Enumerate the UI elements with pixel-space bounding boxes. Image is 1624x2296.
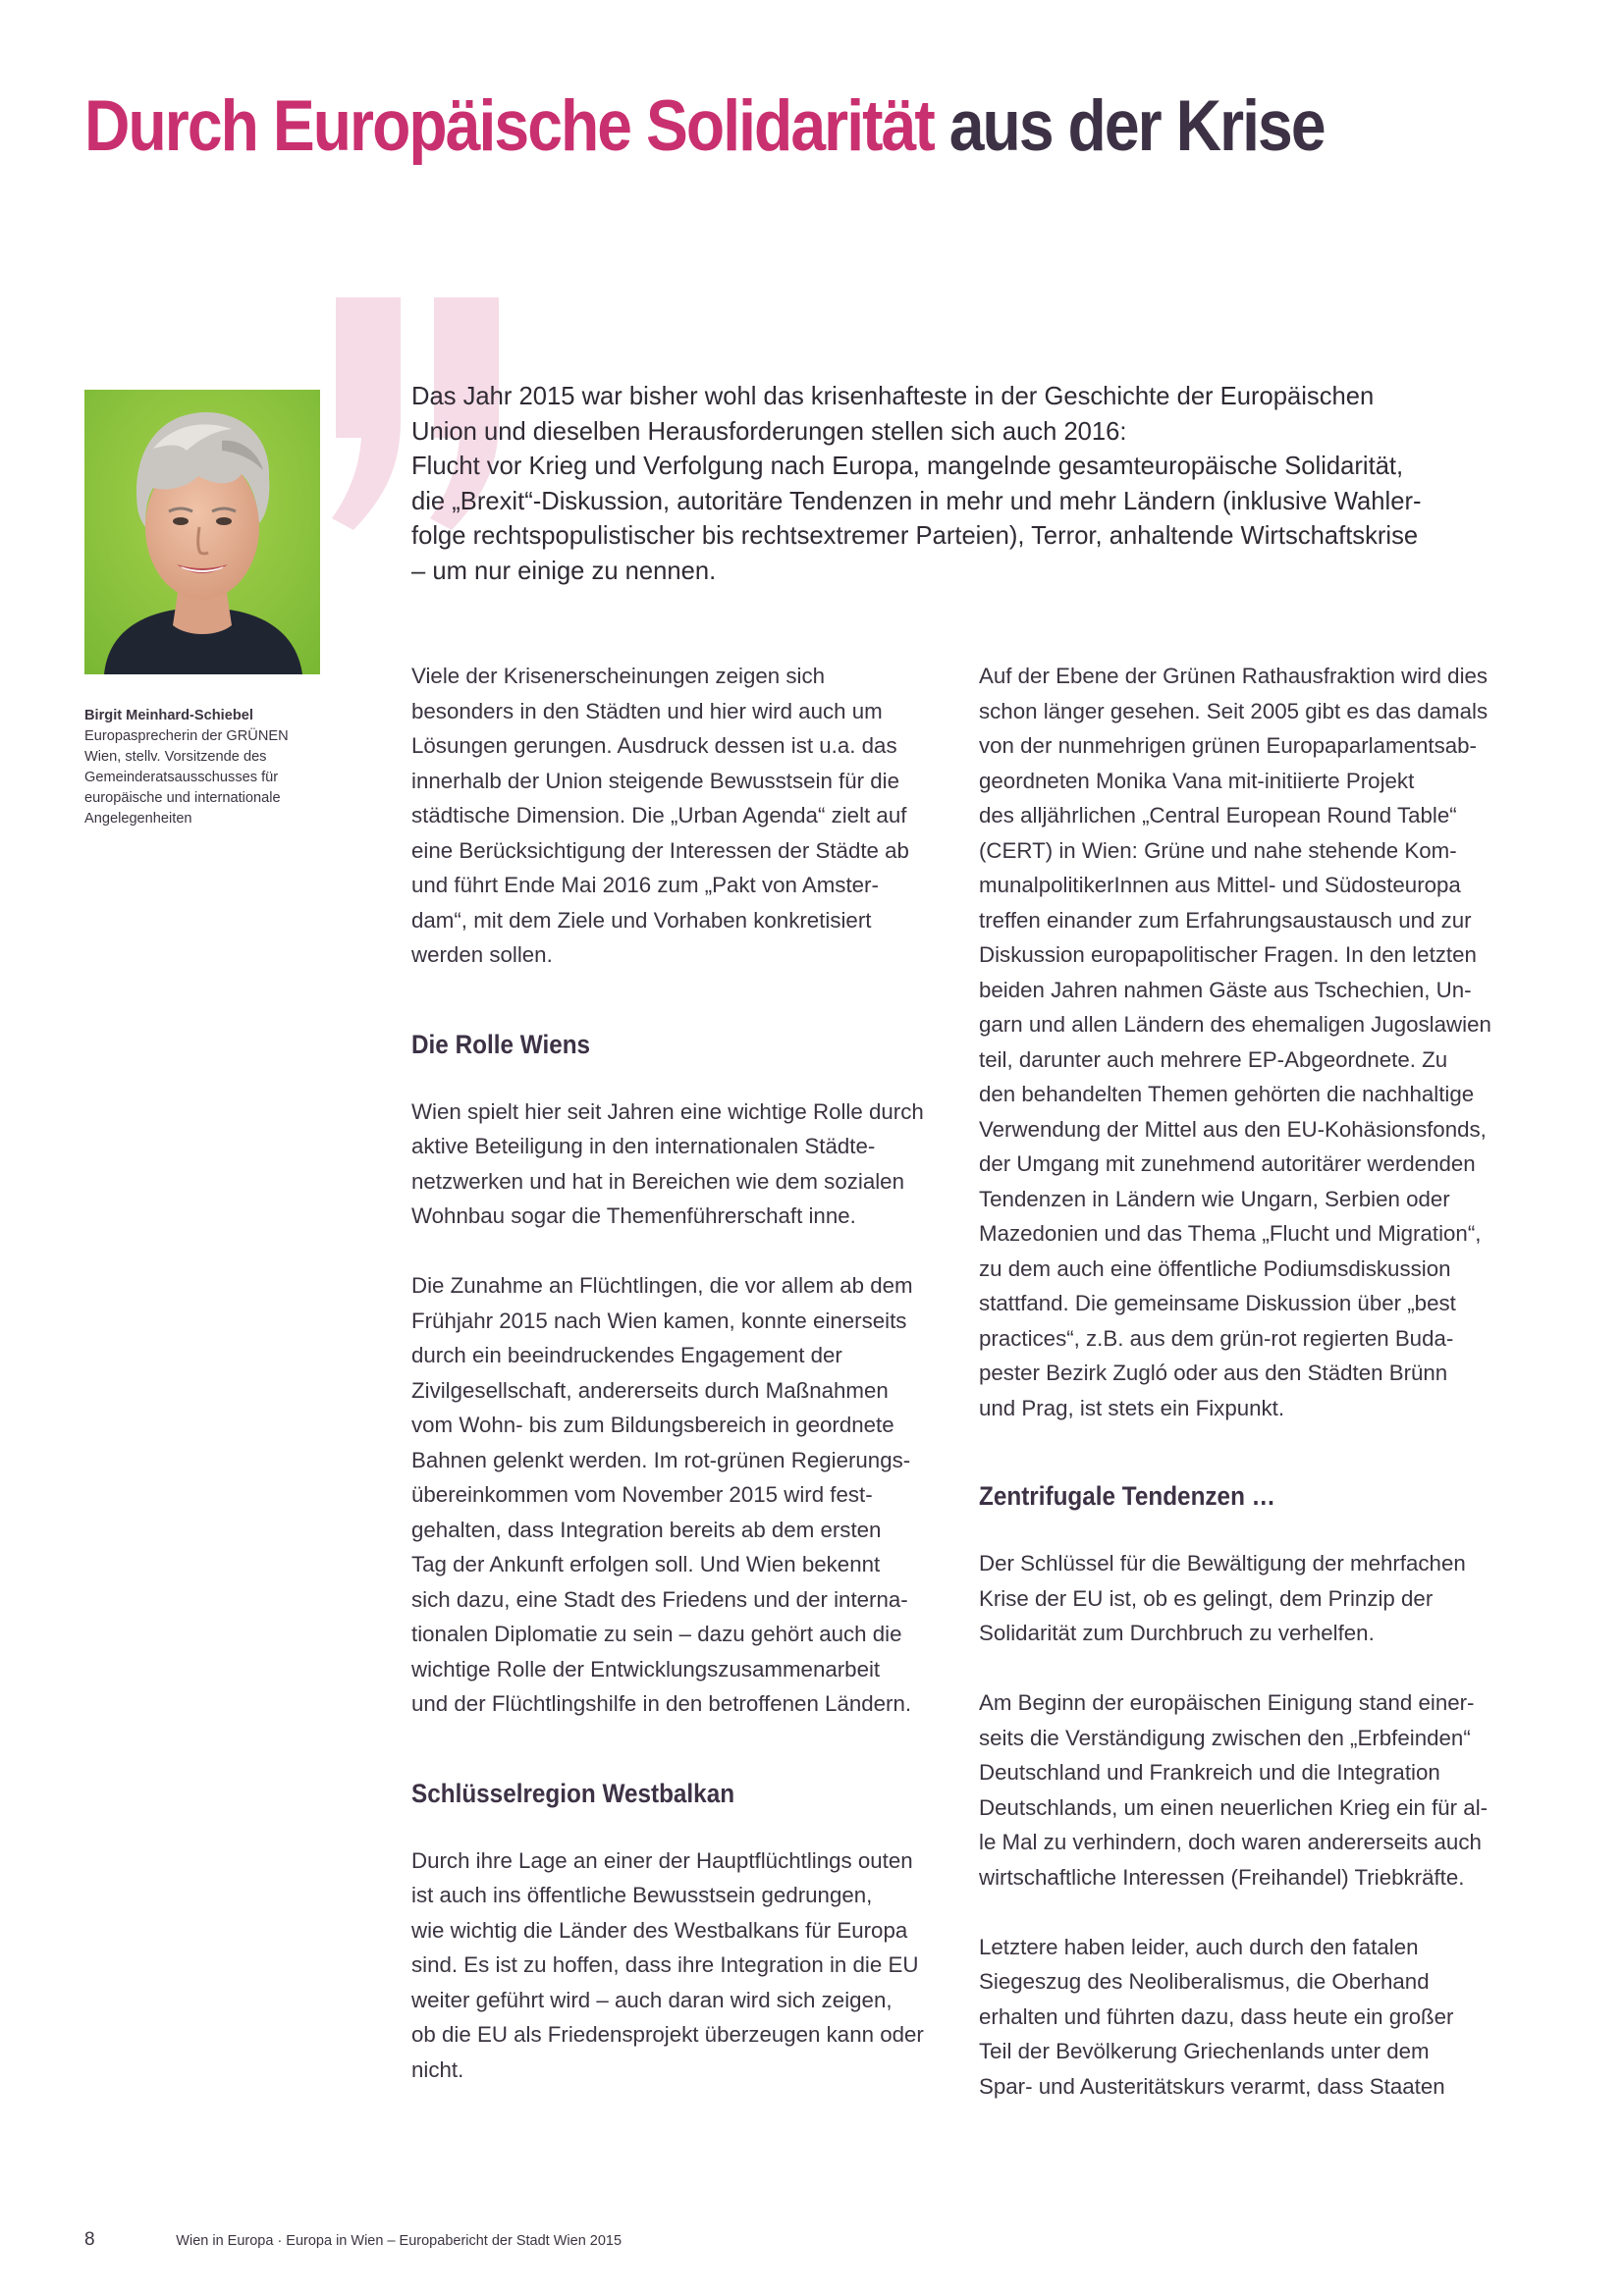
text-line: Viele der Krisenerscheinungen zeigen sich	[411, 664, 826, 688]
text-line: Letztere haben leider, auch durch den fatalen	[979, 1934, 1419, 1959]
paragraph	[411, 1843, 961, 2088]
title-highlight: Durch Europäische Solidarität	[84, 86, 934, 166]
author-portrait	[84, 390, 320, 674]
text-line: Tendenzen in Ländern wie Ungarn, Serbien oder	[979, 1186, 1450, 1211]
paragraph	[411, 659, 961, 973]
text-line: und der Flüchtlingshilfe in den betroffenen Ländern.	[411, 1691, 912, 1716]
text-line: eine Berücksichtigung der Interessen der Städte ab	[411, 837, 909, 863]
text-line: Siegeszug des Neoliberalismus, die Oberhand	[979, 1969, 1430, 1994]
text-line: Mazedonien und das Thema „Flucht und Migration“,	[979, 1221, 1482, 1246]
text-line: teil, darunter auch mehrere EP-Abgeordnete. Zu	[979, 1046, 1448, 1072]
page-number: 8	[84, 2229, 95, 2250]
text-line: besonders in den Städten und hier wird auch um	[411, 698, 883, 723]
author-name: Birgit Meinhard-Schiebel	[84, 708, 253, 723]
author-role-line: Gemeinderatsausschusses für	[84, 770, 279, 785]
text-line: erhalten und führten dazu, dass heute ein großer	[979, 2003, 1454, 2029]
text-line: Deutschland und Frankreich und die Integration	[979, 1760, 1440, 1785]
text-line: den behandelten Themen gehörten die nachhaltige	[979, 1082, 1475, 1106]
text-line: sich dazu, eine Stadt des Friedens und der interna-	[411, 1586, 908, 1612]
text-line: wichtige Rolle der Entwicklungszusammenarbeit	[411, 1656, 881, 1682]
text-line: zu dem auch eine öffentliche Podiumsdiskussion	[979, 1255, 1451, 1281]
section-heading: Die Rolle Wiens	[411, 1029, 591, 1059]
lead-line: Das Jahr 2015 war bisher wohl das krisenhafteste in der Geschichte der Europäischen	[411, 383, 1375, 410]
text-line: le Mal zu verhindern, doch waren andererseits auch	[979, 1830, 1482, 1854]
text-line: Solidarität zum Durchbruch zu verhelfen.	[979, 1621, 1375, 1645]
text-line: Tag der Ankunft erfolgen soll. Und Wien bekennt	[411, 1552, 881, 1576]
text-line: von der nunmehrigen grünen Europaparlamentsab-	[979, 733, 1477, 758]
paragraph	[411, 1095, 961, 1234]
section-heading: Schlüsselregion Westbalkan	[411, 1778, 735, 1808]
text-line: munalpolitikerInnen aus Mittel- und Südosteuropa	[979, 873, 1461, 897]
author-role-line: Wien, stellv. Vorsitzende des	[84, 749, 267, 765]
text-line: dam“, mit dem Ziele und Vorhaben konkretisiert	[411, 907, 872, 933]
text-line: Auf der Ebene der Grünen Rathausfraktion wird dies	[979, 664, 1489, 688]
text-line: gehalten, dass Integration bereits ab dem ersten	[411, 1517, 882, 1542]
text-line: wirtschaftliche Interessen (Freihandel) Triebkräfte.	[979, 1864, 1465, 1890]
text-line: ob die EU als Friedensprojekt überzeugen kann oder	[411, 2022, 924, 2047]
text-line: innerhalb der Union steigende Bewusstsein für die	[411, 768, 900, 793]
footer-text: Wien in Europa · Europa in Wien – Europabericht der Stadt Wien 2015	[176, 2233, 623, 2249]
paragraph	[411, 1268, 961, 1722]
text-line: Am Beginn der europäischen Einigung stand einer-	[979, 1690, 1475, 1715]
text-line: des alljährlichen „Central European Round Table“	[979, 803, 1457, 828]
page-footer	[84, 2229, 622, 2251]
text-line: (CERT) in Wien: Grüne und nahe stehende Kom-	[979, 837, 1457, 863]
lead-line: die „Brexit“-Diskussion, autoritäre Tendenzen in mehr und mehr Ländern (inklusive Wahler-	[411, 487, 1422, 515]
text-line: und führt Ende Mai 2016 zum „Pakt von Amster-	[411, 873, 879, 897]
text-line: sind. Es ist zu hoffen, dass ihre Integration in die EU	[411, 1952, 919, 1977]
text-line: Wien spielt hier seit Jahren eine wichtige Rolle durch	[411, 1098, 924, 1124]
text-line: übereinkommen vom November 2015 wird fest-	[411, 1482, 873, 1507]
right-column	[979, 659, 1529, 2139]
text-line: durch ein beeindruckendes Engagement der	[411, 1343, 842, 1367]
text-line: Diskussion europapolitischer Fragen. In den letzten	[979, 942, 1477, 967]
text-line: und Prag, ist stets ein Fixpunkt.	[979, 1395, 1285, 1420]
text-line: Der Schlüssel für die Bewältigung der mehrfachen	[979, 1551, 1466, 1575]
text-line: stattfand. Die gemeinsame Diskussion über „best	[979, 1291, 1456, 1315]
paragraph	[979, 659, 1529, 1425]
section-heading: Zentrifugale Tendenzen …	[979, 1481, 1275, 1511]
text-line: Teil der Bevölkerung Griechenlands unter dem	[979, 2039, 1430, 2063]
paragraph	[979, 1930, 1529, 2105]
text-line: netzwerken und hat in Bereichen wie dem sozialen	[411, 1168, 904, 1194]
left-column	[411, 659, 961, 2122]
text-line: der Umgang mit zunehmend autoritärer werdenden	[979, 1151, 1476, 1176]
text-line: werden sollen.	[411, 942, 553, 967]
text-line: Spar- und Austeritätskurs verarmt, dass Staaten	[979, 2073, 1445, 2099]
text-line: nicht.	[411, 2056, 464, 2082]
text-line: practices“, z.B. aus dem grün-rot regierten Buda-	[979, 1325, 1454, 1351]
text-line: aktive Beteiligung in den internationalen Städte-	[411, 1134, 876, 1158]
text-line: Bahnen gelenkt werden. Im rot-grünen Regierungs-	[411, 1447, 911, 1472]
text-line: Deutschlands, um einen neuerlichen Krieg ein für al-	[979, 1794, 1489, 1820]
text-line: Durch ihre Lage an einer der Hauptflüchtlings outen	[411, 1847, 913, 1873]
text-line: beiden Jahren nahmen Gäste aus Tschechien, Un-	[979, 977, 1472, 1002]
title-rest: aus der Krise	[948, 86, 1325, 166]
text-line: Verwendung der Mittel aus den EU-Kohäsionsfonds,	[979, 1116, 1487, 1142]
text-line: Zivilgesellschaft, andererseits durch Maßnahmen	[411, 1377, 889, 1403]
text-line: vom Wohn- bis zum Bildungsbereich in geordnete	[411, 1413, 894, 1437]
text-line: wie wichtig die Länder des Westbalkans für Europa	[411, 1917, 908, 1943]
author-role-line: europäische und internationale	[84, 790, 281, 806]
page-title	[84, 86, 1325, 166]
lead-line: folge rechtspopulistischer bis rechtsextremer Parteien), Terror, anhaltende Wirtschaftskrise	[411, 522, 1419, 550]
text-line: Die Zunahme an Flüchtlingen, die vor allem ab dem	[411, 1273, 913, 1298]
text-line: schon länger gesehen. Seit 2005 gibt es das damals	[979, 698, 1489, 723]
author-role-line: Europasprecherin der GRÜNEN	[84, 728, 289, 744]
author-role-line: Angelegenheiten	[84, 811, 192, 827]
text-line: seits die Verständigung zwischen den „Erbfeinden“	[979, 1725, 1471, 1750]
text-line: treffen einander zum Erfahrungsaustausch und zur	[979, 907, 1472, 933]
text-line: städtische Dimension. Die „Urban Agenda“ zielt auf	[411, 803, 907, 828]
lead-line: – um nur einige zu nennen.	[411, 557, 717, 585]
lead-line: Flucht vor Krieg und Verfolgung nach Europa, mangelnde gesamteuropäische Solidarität,	[411, 453, 1404, 480]
text-line: tionalen Diplomatie zu sein – dazu gehört auch die	[411, 1622, 902, 1646]
lead-quote	[411, 380, 1521, 589]
text-line: pester Bezirk Zugló oder aus den Städten Brünn	[979, 1361, 1448, 1385]
text-line: ist auch ins öffentliche Bewusstsein gedrungen,	[411, 1883, 873, 1907]
paragraph	[979, 1685, 1529, 1895]
lead-line: Union und dieselben Herausforderungen stellen sich auch 2016:	[411, 417, 1127, 446]
text-line: Frühjahr 2015 nach Wien kamen, konnte einerseits	[411, 1308, 907, 1333]
text-line: weiter geführt wird – auch daran wird sich zeigen,	[411, 1987, 893, 2012]
text-line: garn und allen Ländern des ehemaligen Jugoslawien	[979, 1012, 1491, 1037]
text-line: geordneten Monika Vana mit-initiierte Projekt	[979, 768, 1415, 793]
text-line: Wohnbau sogar die Themenführerschaft inne.	[411, 1203, 856, 1228]
portrait-caption	[84, 706, 325, 829]
text-line: Krise der EU ist, ob es gelingt, dem Prinzip der	[979, 1585, 1434, 1611]
paragraph	[979, 1546, 1529, 1651]
text-line: Lösungen gerungen. Ausdruck dessen ist u.a. das	[411, 733, 897, 758]
